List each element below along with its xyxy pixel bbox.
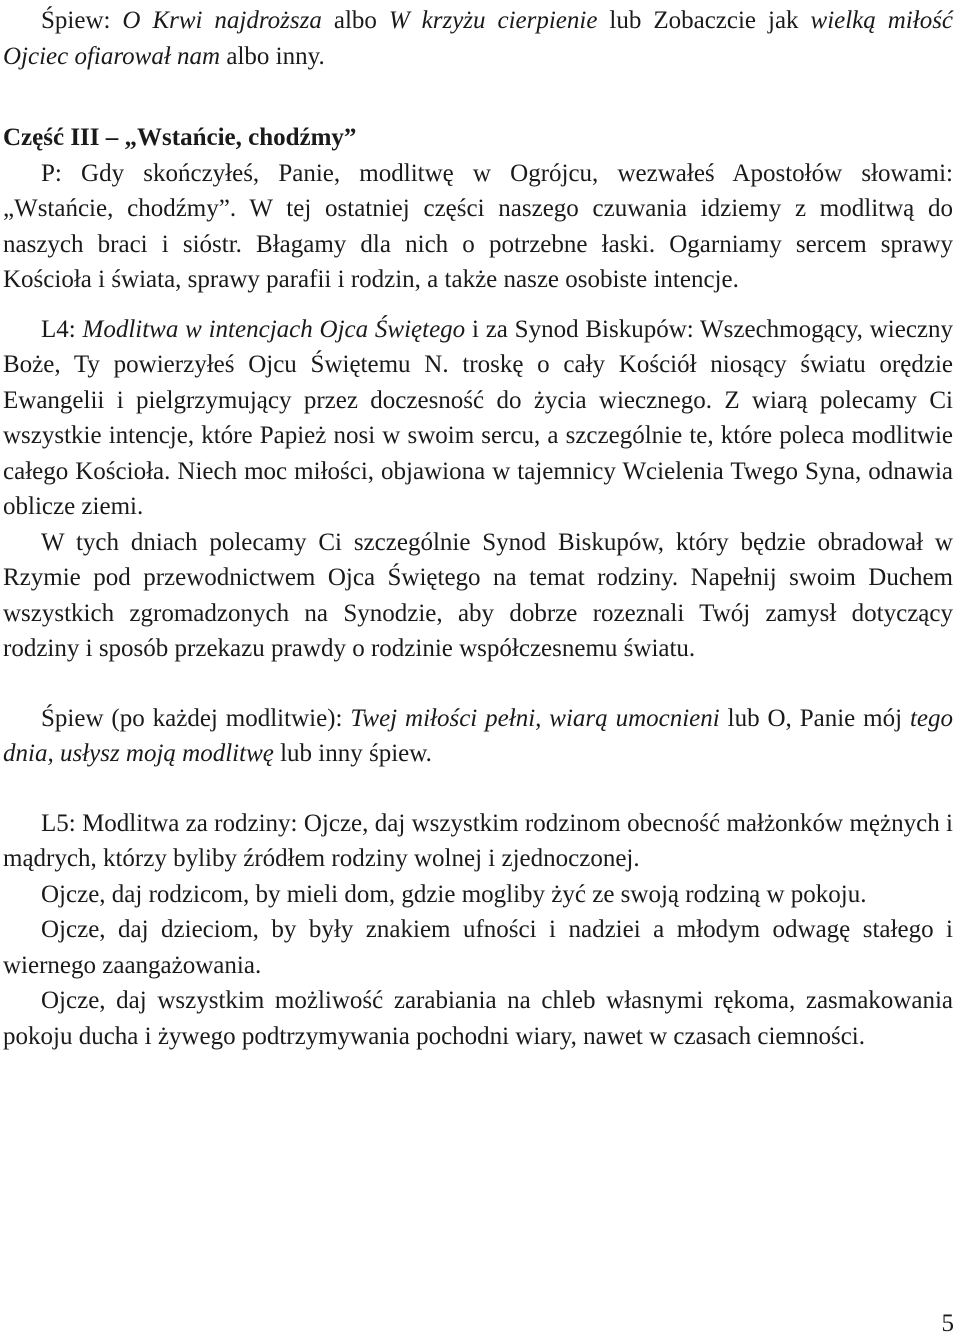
l5-petition-2: Ojcze, daj dzieciom, by były znakiem ufności i nadziei a młodym odwagę stałego i wiernego zaangażowania. [3,916,953,979]
song-instruction-1 [3,3,953,74]
song-connector: lub O, Panie mój [719,704,910,732]
song-prefix: Śpiew: [41,7,123,34]
song-title-zobaczcie: wielką miłość Ojciec ofiarował nam [3,7,954,70]
l4-label: L4: [41,315,83,343]
song-prefix: Śpiew (po każdej modlitwie): [41,704,351,732]
song-title-w-krzyzu: W krzyżu cierpienie [388,7,598,34]
part-3-introduction: P: Gdy skończyłeś, Panie, modlitwę w Ogrójcu, wezwałeś Apostołów słowami: „Wstańcie, chodźmy”. W tej ostatniej części naszego czuwania idziemy z modlitwą do naszych braci i sióstr. Błagamy dla nich o potrzebne łaski. Ogarniamy sercem sprawy Kościoła i świata, sprawy parafii i rodzin, a także nasze osobiste intencje. [3,159,953,293]
song-title-tego-dnia: tego dnia, usłysz moją modlitwę [3,704,953,767]
l4-synod-paragraph: W tych dniach polecamy Ci szczególnie Synod Biskupów, który będzie obradował w Rzymie pod przewodnictwem Ojca Świętego na temat rodziny. Napełnij swoim Duchem wszystkich zgromadzonych na Synodzie, aby dobrze rozeznali Twój zamysł dotyczący rodziny i sposób przekazu prawdy o rodzinie współczesnemu światu. [3,528,953,662]
part-3-heading: Część III – „Wstańcie, chodźmy” [3,124,357,151]
l4-text: i za Synod Biskupów: Wszechmogący, wieczny Boże, Ty powierzyłeś Ojcu Świętemu N. troskę o cały Kościół niosący światu orędzie Ewangelii i pielgrzymujący przez doczesność do życia wiecznego. Z wiarą polecamy Ci wszystkie intencje, które Papież nosi w swoim sercu, a szczególnie te, które poleca modlitwie całego Kościoła. Niech moc miłości, objawiona w tajemnicy Wcielenia Twego Syna, odnawia oblicze ziemi. [3,315,954,520]
l5-petition-1: Ojcze, daj rodzicom, by mieli dom, gdzie mogliby żyć ze swoją rodziną w pokoju. [41,880,867,908]
song-title-o-krwi: O Krwi najdroższa [122,7,322,34]
song-instruction-2 [3,701,953,772]
l4-title: Modlitwa w intencjach Ojca Świętego [82,315,466,343]
l5-petition-3: Ojcze, daj wszystkim możliwość zarabiania na chleb własnymi rękoma, zasmakowania pokoju ducha i żywego podtrzymywania pochodni wiary, nawet w czasach ciemności. [3,987,953,1050]
document-page [3,3,953,1054]
page-number: 5 [941,1310,954,1337]
song-connector: albo [321,7,389,34]
song-suffix: albo inny. [220,42,325,70]
l5-prayer-intro: L5: Modlitwa za rodziny: Ojcze, daj wszystkim rodzinom obecność małżonków mężnych i mądrych, którzy byliby źródłem rodziny wolnej i zjednoczonej. [3,809,953,872]
song-suffix: lub inny śpiew. [273,740,432,767]
l4-prayer [3,312,953,525]
song-title-twej-milosci: Twej miłości pełni, wiarą umocnieni [350,704,720,732]
song-connector: lub Zobaczcie jak [597,7,811,34]
